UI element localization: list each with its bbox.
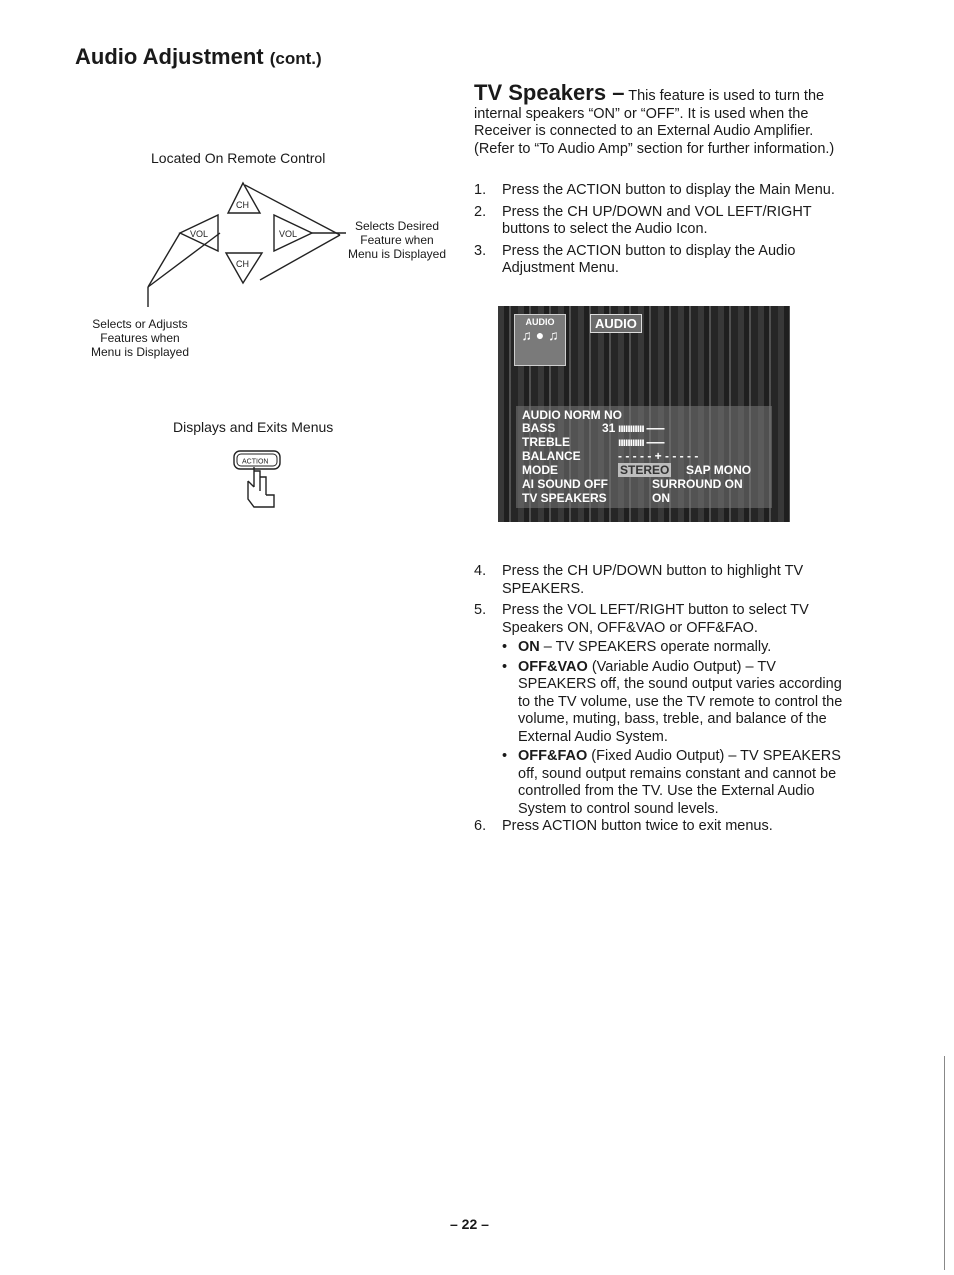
menu-row-audio-norm: AUDIO NORM NO: [522, 408, 622, 422]
vol-left-text: VOL: [190, 229, 209, 239]
list-item: 1. Press the ACTION button to display the Main Menu.: [474, 182, 835, 198]
section-intro-text: This feature is used to turn the internal speakers “ON” or “OFF”. It is used when the Receiver is connected to an External Audio Amplifier. (Refer to “To Audio Amp” section for further information.): [474, 88, 835, 157]
section-intro: [474, 80, 850, 158]
audio-menu-panel: [516, 406, 772, 508]
remote-location-label: Located On Remote Control: [151, 150, 326, 166]
menu-row-mode: MODE STEREO SAP MONO: [522, 463, 752, 477]
page-title-text: Audio Adjustment: [75, 44, 264, 69]
page-title-suffix: (cont.): [269, 49, 322, 68]
page-title: [75, 44, 322, 70]
ch-up-text: CH: [236, 200, 249, 210]
list-item: 2. Press the CH UP/DOWN and VOL LEFT/RIGHT buttons to select the Audio Icon.: [474, 203, 812, 237]
menu-row-treble: TREBLE ııııııııııı ------: [522, 435, 664, 449]
bullet-off-fao: • OFF&FAO (Fixed Audio Output) – TV SPEAKERS off, sound output remains constant and cannot be controlled from the TV. Use the External Audio System to control sound levels.: [502, 748, 841, 817]
bullet-off-vao: • OFF&VAO (Variable Audio Output) – TV SPEAKERS off, the sound output varies according to the TV volume, use the TV remote to control the volume, muting, bass, treble, and balance of the External Audio System.: [502, 658, 843, 745]
callout-select-adjust: Selects or Adjusts Features when Menu is Displayed: [90, 317, 190, 359]
page-number: – 22 –: [450, 1216, 489, 1232]
audio-icon: AUDIO ♫ ● ♫: [514, 314, 566, 366]
scan-edge-line: [944, 1056, 945, 1270]
steps-list-b: [474, 561, 850, 641]
bullet-on: • ON – TV SPEAKERS operate normally.: [502, 639, 772, 655]
step-6: 6. Press ACTION button twice to exit menus.: [474, 818, 773, 834]
action-button-text: ACTION: [242, 458, 269, 466]
list-item: 5. Press the VOL LEFT/RIGHT button to select TV Speakers ON, OFF&VAO or OFF&FAO.: [474, 602, 809, 636]
section-heading: TV Speakers –: [474, 80, 625, 105]
audio-menu-title: AUDIO: [590, 314, 642, 333]
option-bullets: [474, 639, 850, 820]
action-label: Displays and Exits Menus: [173, 419, 334, 435]
list-item: 4. Press the CH UP/DOWN button to highlight TV SPEAKERS.: [474, 563, 804, 597]
audio-menu-screenshot: [498, 306, 790, 522]
action-button-hand-icon: [228, 447, 286, 511]
callout-select-desired: Selects Desired Feature when Menu is Displayed: [347, 219, 447, 261]
menu-row-ai-sound: AI SOUND OFF SURROUND ON: [522, 477, 743, 491]
vol-right-text: VOL: [279, 229, 298, 239]
menu-row-bass: BASS 31 ııııııııııı ------: [522, 421, 664, 435]
steps-list-a: [474, 180, 850, 282]
menu-row-balance: BALANCE - - - - - + - - - - -: [522, 449, 699, 463]
remote-control-diagram: [140, 175, 350, 310]
list-item: 3. Press the ACTION button to display the Audio Adjustment Menu.: [474, 242, 796, 276]
ch-down-text: CH: [236, 259, 249, 269]
menu-row-tv-speakers: TV SPEAKERS ON: [522, 491, 670, 505]
